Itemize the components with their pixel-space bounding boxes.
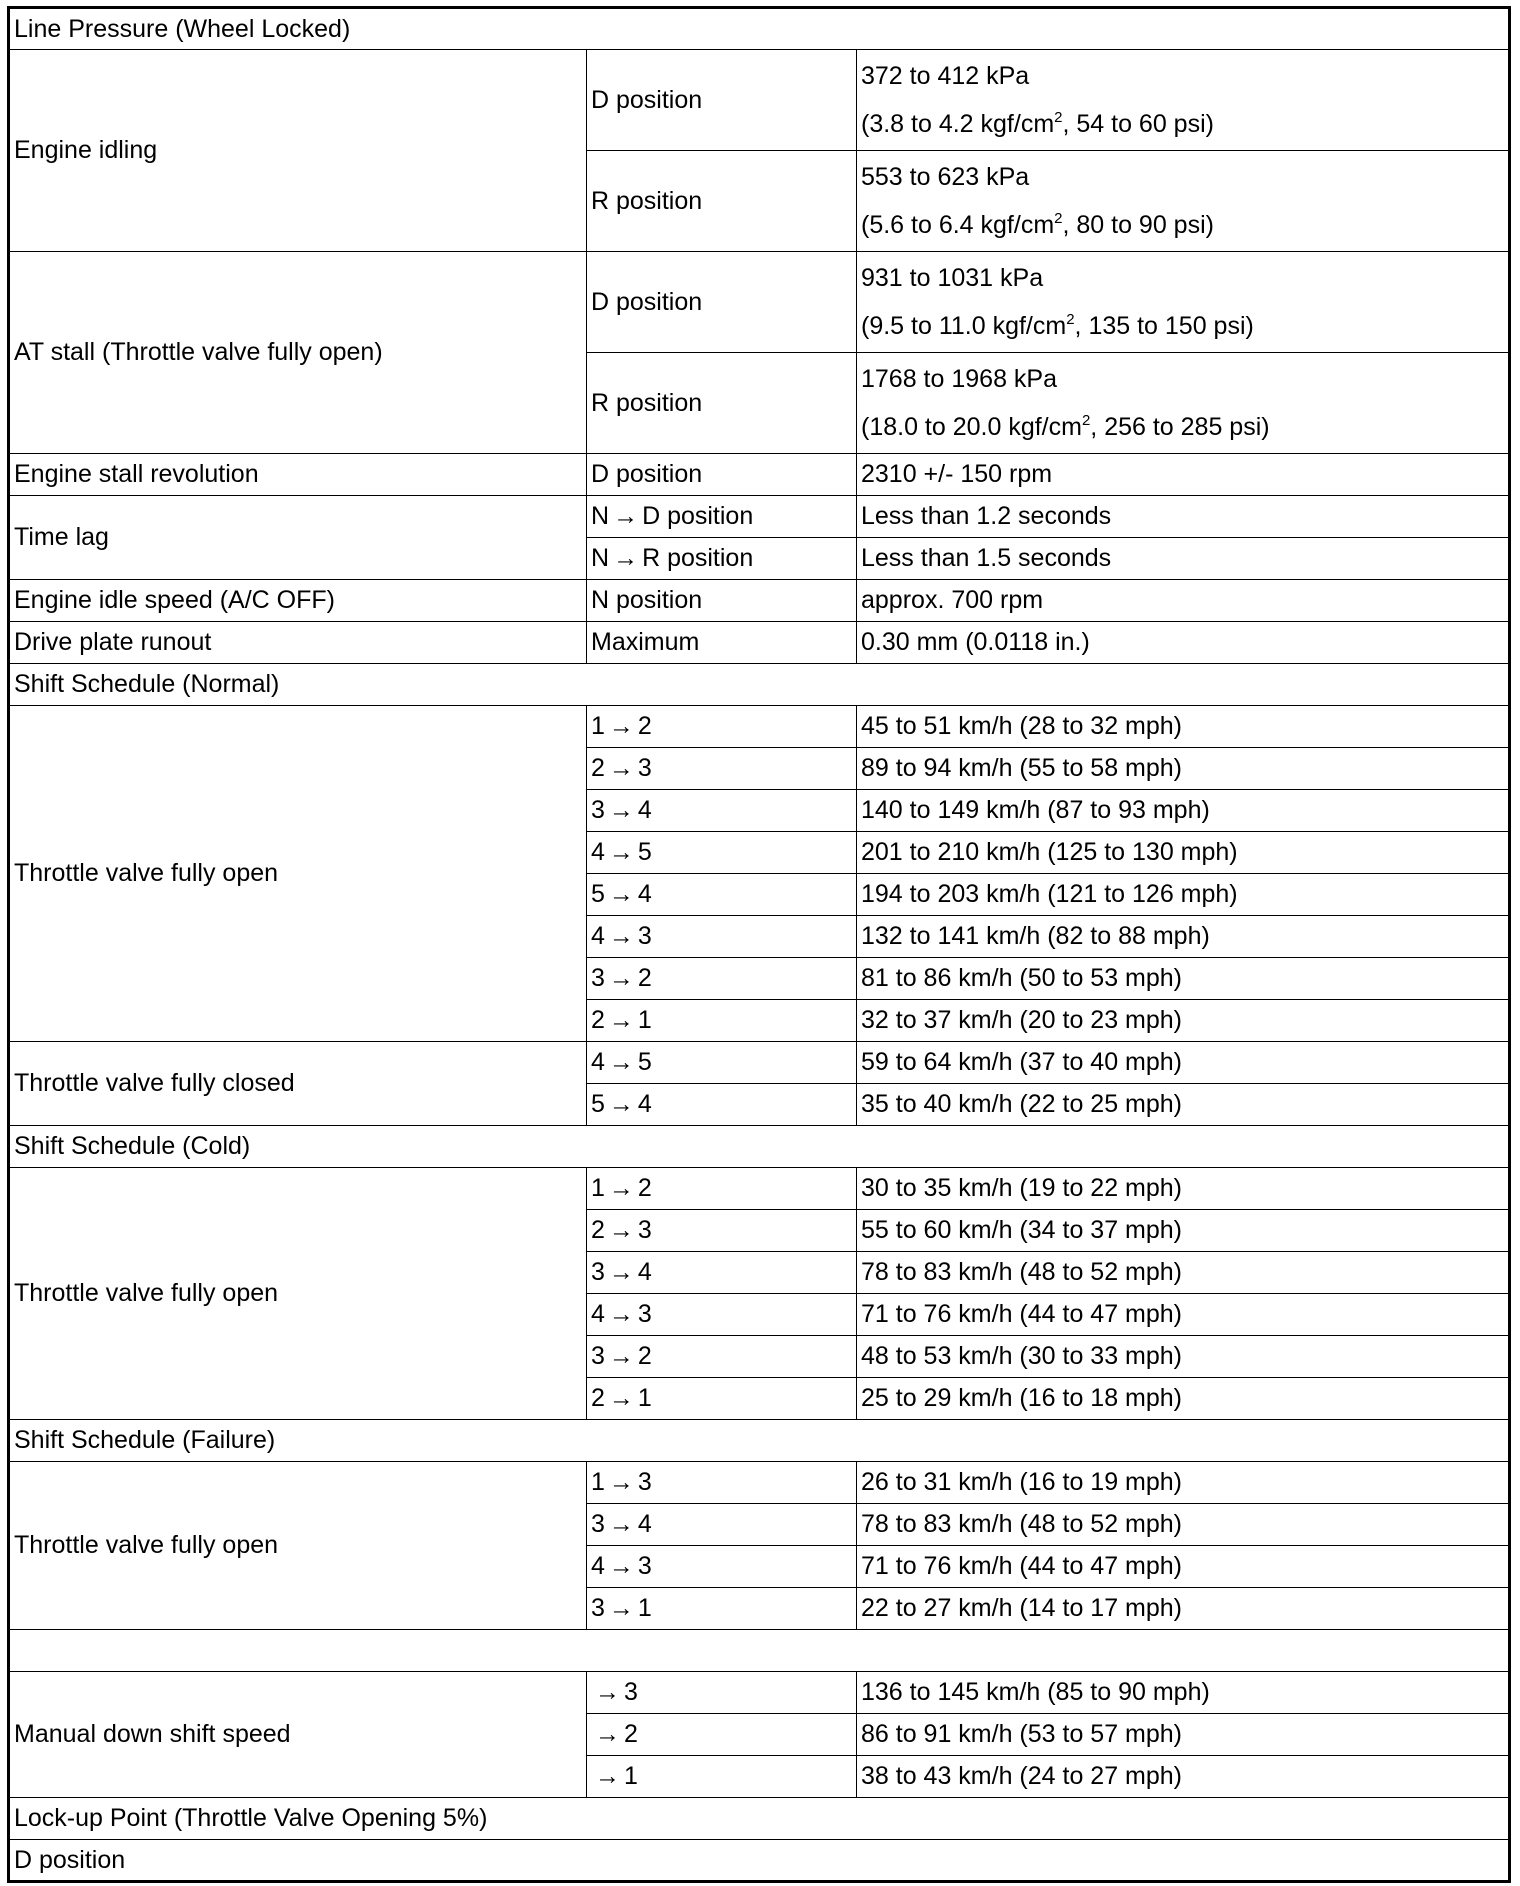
group-label: AT stall (Throttle valve fully open) <box>9 252 587 454</box>
group-label: Drive plate runout <box>9 622 587 664</box>
group-label: Throttle valve fully closed <box>9 1042 587 1126</box>
shift-from: 3 <box>591 1258 605 1286</box>
value-cell: 45 to 51 km/h (28 to 32 mph) <box>857 706 1510 748</box>
right-arrow-icon: → <box>608 1048 634 1076</box>
shift-from: 3 <box>591 1342 605 1370</box>
condition-cell <box>587 1546 857 1588</box>
right-arrow-icon: → <box>608 1216 634 1244</box>
shift-from: 3 <box>591 796 605 824</box>
section-title: D position <box>9 1840 1510 1882</box>
value-imperial: , 256 to 285 psi) <box>1090 413 1270 441</box>
value-cell: 2310 +/- 150 rpm <box>857 454 1510 496</box>
condition-cell <box>587 958 857 1000</box>
value-secondary <box>861 401 1508 453</box>
section-title: Shift Schedule (Normal) <box>9 664 1510 706</box>
right-arrow-icon: → <box>608 1552 634 1580</box>
condition-text: Maximum <box>591 628 700 656</box>
shift-to: 2 <box>637 712 652 740</box>
section-header-row <box>9 664 1510 706</box>
table-row <box>9 1042 1510 1084</box>
condition-cell <box>587 353 857 454</box>
shift-from: 5 <box>591 880 605 908</box>
table-row <box>9 580 1510 622</box>
value-cell: 0.30 mm (0.0118 in.) <box>857 622 1510 664</box>
section-header-row <box>9 1840 1510 1882</box>
right-arrow-icon: → <box>608 754 634 782</box>
condition-cell <box>587 1252 857 1294</box>
right-arrow-icon: → <box>613 502 639 530</box>
group-label: Engine stall revolution <box>9 454 587 496</box>
value-primary: 372 to 412 kPa <box>861 62 1030 90</box>
condition-cell <box>587 1756 857 1798</box>
shift-to: 4 <box>637 1258 652 1286</box>
right-arrow-icon: → <box>608 1174 634 1202</box>
condition-cell <box>587 1672 857 1714</box>
shift-to: 1 <box>624 1762 638 1790</box>
section-header-row <box>9 1126 1510 1168</box>
section-title: Shift Schedule (Failure) <box>9 1420 1510 1462</box>
value-cell: 201 to 210 km/h (125 to 130 mph) <box>857 832 1510 874</box>
value-block <box>861 252 1508 352</box>
value-cell: 71 to 76 km/h (44 to 47 mph) <box>857 1546 1510 1588</box>
superscript: 2 <box>1081 412 1091 429</box>
value-cell: 81 to 86 km/h (50 to 53 mph) <box>857 958 1510 1000</box>
shift-from: 4 <box>591 1300 605 1328</box>
value-metric: (5.6 to 6.4 kgf/cm <box>861 211 1055 239</box>
value-cell: 59 to 64 km/h (37 to 40 mph) <box>857 1042 1510 1084</box>
condition-text: R position <box>591 186 703 215</box>
condition-cell <box>587 580 857 622</box>
shift-from: 2 <box>591 1006 605 1034</box>
condition-cell <box>587 832 857 874</box>
shift-from: 3 <box>591 1510 605 1538</box>
value-block <box>861 151 1508 251</box>
right-arrow-icon: → <box>608 1300 634 1328</box>
table-row <box>9 706 1510 748</box>
table-row <box>9 1672 1510 1714</box>
value-metric: (9.5 to 11.0 kgf/cm <box>861 312 1067 340</box>
section-title: Line Pressure (Wheel Locked) <box>9 8 1510 50</box>
value-cell: 25 to 29 km/h (16 to 18 mph) <box>857 1378 1510 1420</box>
shift-to: D position <box>642 502 754 530</box>
table-row <box>9 1168 1510 1210</box>
condition-cell <box>587 706 857 748</box>
shift-to: 4 <box>637 1510 652 1538</box>
shift-from: 4 <box>591 1552 605 1580</box>
shift-from: 4 <box>591 1048 605 1076</box>
section-header-row <box>9 1798 1510 1840</box>
value-secondary <box>861 98 1508 150</box>
value-metric: (18.0 to 20.0 kgf/cm <box>861 413 1082 441</box>
shift-to: 3 <box>637 1552 652 1580</box>
shift-from: 1 <box>591 712 605 740</box>
right-arrow-icon: → <box>608 712 634 740</box>
right-arrow-icon: → <box>595 1720 620 1748</box>
value-cell: 35 to 40 km/h (22 to 25 mph) <box>857 1084 1510 1126</box>
right-arrow-icon: → <box>595 1762 620 1790</box>
value-cell: 22 to 27 km/h (14 to 17 mph) <box>857 1588 1510 1630</box>
value-cell: 140 to 149 km/h (87 to 93 mph) <box>857 790 1510 832</box>
shift-to: 1 <box>637 1006 652 1034</box>
value-cell: 78 to 83 km/h (48 to 52 mph) <box>857 1252 1510 1294</box>
condition-cell <box>587 1294 857 1336</box>
value-cell: 89 to 94 km/h (55 to 58 mph) <box>857 748 1510 790</box>
shift-to: 2 <box>624 1720 638 1748</box>
shift-to: 3 <box>624 1678 638 1706</box>
shift-to: 3 <box>637 1468 652 1496</box>
value-primary: 931 to 1031 kPa <box>861 264 1044 292</box>
condition-cell <box>587 916 857 958</box>
shift-from: 3 <box>591 1594 605 1622</box>
value-cell: 136 to 145 km/h (85 to 90 mph) <box>857 1672 1510 1714</box>
value-cell: Less than 1.5 seconds <box>857 538 1510 580</box>
condition-cell <box>587 1168 857 1210</box>
shift-from: 2 <box>591 1384 605 1412</box>
right-arrow-icon: → <box>608 964 634 992</box>
right-arrow-icon: → <box>608 1384 634 1412</box>
condition-cell <box>587 496 857 538</box>
shift-from: N <box>591 502 610 530</box>
shift-from: 2 <box>591 754 605 782</box>
table-row <box>9 252 1510 353</box>
shift-to: 5 <box>637 1048 652 1076</box>
value-cell: Less than 1.2 seconds <box>857 496 1510 538</box>
condition-text: R position <box>591 388 703 417</box>
condition-text: D position <box>591 460 703 488</box>
condition-cell <box>587 622 857 664</box>
condition-cell <box>587 748 857 790</box>
condition-cell <box>587 454 857 496</box>
condition-cell <box>587 1000 857 1042</box>
value-cell: 132 to 141 km/h (82 to 88 mph) <box>857 916 1510 958</box>
shift-to: 3 <box>637 1216 652 1244</box>
right-arrow-icon: → <box>608 1594 634 1622</box>
section-title: Shift Schedule (Cold) <box>9 1126 1510 1168</box>
value-cell <box>857 151 1510 252</box>
condition-cell <box>587 50 857 151</box>
shift-to: 4 <box>637 796 652 824</box>
table-row <box>9 1462 1510 1504</box>
specifications-table <box>7 6 1511 1883</box>
condition-cell <box>587 1084 857 1126</box>
right-arrow-icon: → <box>608 1258 634 1286</box>
group-label: Throttle valve fully open <box>9 1168 587 1420</box>
right-arrow-icon: → <box>608 1090 634 1118</box>
shift-from: 3 <box>591 964 605 992</box>
value-cell: 78 to 83 km/h (48 to 52 mph) <box>857 1504 1510 1546</box>
right-arrow-icon: → <box>608 1468 634 1496</box>
shift-from: 1 <box>591 1174 605 1202</box>
right-arrow-icon: → <box>608 880 634 908</box>
section-header-row <box>9 1630 1510 1672</box>
condition-text: D position <box>591 85 703 114</box>
value-imperial: , 135 to 150 psi) <box>1074 312 1254 340</box>
shift-to: 4 <box>637 1090 652 1118</box>
shift-to: 3 <box>637 922 652 950</box>
group-label: Throttle valve fully open <box>9 1462 587 1630</box>
section-header-row <box>9 1420 1510 1462</box>
table-row <box>9 50 1510 151</box>
shift-from: 2 <box>591 1216 605 1244</box>
value-cell: 48 to 53 km/h (30 to 33 mph) <box>857 1336 1510 1378</box>
value-cell: 55 to 60 km/h (34 to 37 mph) <box>857 1210 1510 1252</box>
condition-cell <box>587 1210 857 1252</box>
shift-to: 1 <box>637 1384 652 1412</box>
shift-to: 1 <box>637 1594 652 1622</box>
condition-cell <box>587 1042 857 1084</box>
shift-to: 2 <box>637 1342 652 1370</box>
value-cell: 26 to 31 km/h (16 to 19 mph) <box>857 1462 1510 1504</box>
condition-text: N position <box>591 586 703 614</box>
value-cell <box>857 50 1510 151</box>
value-block <box>861 353 1508 453</box>
value-cell <box>857 353 1510 454</box>
value-secondary <box>861 300 1508 352</box>
section-header-row <box>9 8 1510 50</box>
right-arrow-icon: → <box>608 1006 634 1034</box>
value-imperial: , 80 to 90 psi) <box>1062 211 1214 239</box>
value-metric: (3.8 to 4.2 kgf/cm <box>861 110 1055 138</box>
right-arrow-icon: → <box>608 1510 634 1538</box>
value-cell: 30 to 35 km/h (19 to 22 mph) <box>857 1168 1510 1210</box>
value-cell: 86 to 91 km/h (53 to 57 mph) <box>857 1714 1510 1756</box>
condition-text: D position <box>591 287 703 316</box>
condition-cell <box>587 790 857 832</box>
shift-to: 5 <box>637 838 652 866</box>
table-row <box>9 496 1510 538</box>
superscript: 2 <box>1054 109 1063 126</box>
shift-from: 4 <box>591 838 605 866</box>
shift-from: 5 <box>591 1090 605 1118</box>
right-arrow-icon: → <box>608 1342 634 1370</box>
shift-from: 1 <box>591 1468 605 1496</box>
right-arrow-icon: → <box>608 838 634 866</box>
group-label: Engine idle speed (A/C OFF) <box>9 580 587 622</box>
value-cell: approx. 700 rpm <box>857 580 1510 622</box>
value-secondary <box>861 199 1508 251</box>
value-imperial: , 54 to 60 psi) <box>1062 110 1214 138</box>
group-label: Time lag <box>9 496 587 580</box>
value-primary: 553 to 623 kPa <box>861 163 1030 191</box>
shift-to: 2 <box>637 1174 652 1202</box>
condition-cell <box>587 538 857 580</box>
superscript: 2 <box>1066 311 1075 328</box>
condition-cell <box>587 1336 857 1378</box>
value-cell: 32 to 37 km/h (20 to 23 mph) <box>857 1000 1510 1042</box>
value-cell: 71 to 76 km/h (44 to 47 mph) <box>857 1294 1510 1336</box>
value-primary: 1768 to 1968 kPa <box>861 365 1057 393</box>
condition-cell <box>587 1378 857 1420</box>
condition-cell <box>587 1588 857 1630</box>
shift-to: 3 <box>637 1300 652 1328</box>
section-title <box>9 1630 1510 1672</box>
condition-cell <box>587 1504 857 1546</box>
section-title: Lock-up Point (Throttle Valve Opening 5%) <box>9 1798 1510 1840</box>
group-label: Throttle valve fully open <box>9 706 587 1042</box>
shift-to: 4 <box>637 880 652 908</box>
right-arrow-icon: → <box>595 1678 620 1706</box>
right-arrow-icon: → <box>613 544 639 572</box>
condition-cell <box>587 1462 857 1504</box>
value-cell: 194 to 203 km/h (121 to 126 mph) <box>857 874 1510 916</box>
shift-from: N <box>591 544 610 572</box>
value-cell: 38 to 43 km/h (24 to 27 mph) <box>857 1756 1510 1798</box>
shift-to: 2 <box>637 964 652 992</box>
condition-cell <box>587 1714 857 1756</box>
value-block <box>861 50 1508 150</box>
shift-from: 4 <box>591 922 605 950</box>
right-arrow-icon: → <box>608 796 634 824</box>
group-label: Engine idling <box>9 50 587 252</box>
condition-cell <box>587 151 857 252</box>
value-cell <box>857 252 1510 353</box>
condition-cell <box>587 252 857 353</box>
group-label: Manual down shift speed <box>9 1672 587 1798</box>
shift-to: 3 <box>637 754 652 782</box>
table-row <box>9 454 1510 496</box>
right-arrow-icon: → <box>608 922 634 950</box>
table-row <box>9 622 1510 664</box>
superscript: 2 <box>1054 210 1063 227</box>
condition-cell <box>587 874 857 916</box>
shift-to: R position <box>642 544 754 572</box>
